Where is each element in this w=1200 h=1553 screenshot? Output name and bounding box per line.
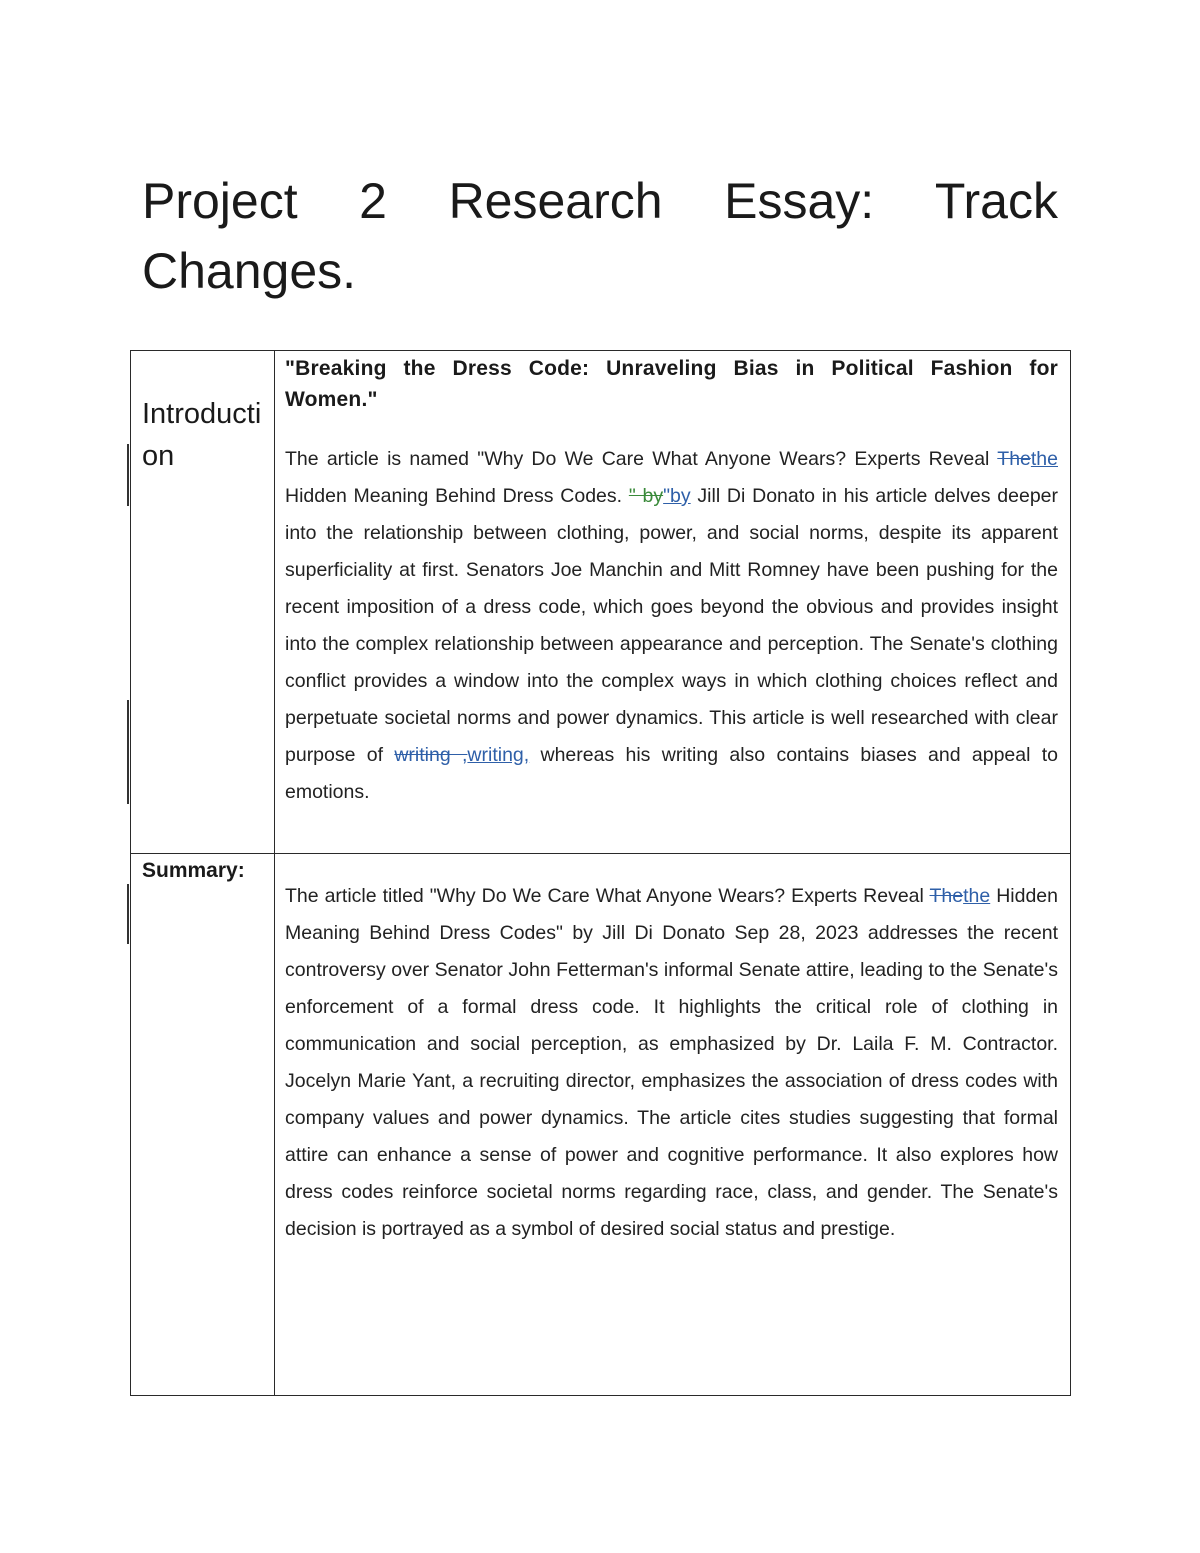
introduction-row (131, 351, 1071, 854)
text-run: Hidden Meaning Behind Dress Codes. (285, 485, 629, 507)
summary-row (131, 854, 1071, 1396)
tracked-insertion[interactable]: the (1030, 448, 1058, 470)
change-bar (127, 700, 129, 804)
introduction-paragraph[interactable] (285, 441, 1058, 811)
essay-table (130, 350, 1071, 1396)
tracked-deletion[interactable]: The (997, 448, 1031, 470)
essay-heading[interactable]: "Breaking the Dress Code: Unraveling Bias in Political Fashion for Women." (285, 357, 1058, 411)
introduction-label[interactable]: Introduction (142, 398, 262, 472)
text-run: whereas his writing also contains biases and appeal to emotions. (285, 744, 1059, 803)
tracked-insertion[interactable]: the (963, 885, 991, 907)
text-run: Jill Di Donato in his article delves deeper into the relationship between clothing, power, and social norms, despite its apparent superficiality at first. Senators Joe Manchin and Mitt Romney have been pushing for the recent imposition of a dress code, which goes beyond the obvious and provides insight into the complex relationship between appearance and perception. The Senate's clothing conflict provides a window into the complex ways in which clothing choices reflect and perpetuate societal norms and power dynamics. This article is well researched with clear purpose of (285, 485, 1059, 766)
summary-content-cell (275, 854, 1071, 1396)
text-run: Hidden Meaning Behind Dress Codes" by Jill Di Donato Sep 28, 2023 addresses the recent controversy over Senator John Fetterman's informal Senate attire, leading to the Senate's enforcement of a formal dress code. It highlights the critical role of clothing in communication and social perception, as emphasized by Dr. Laila F. M. Contractor. Jocelyn Marie Yant, a recruiting director, emphasizes the association of dress codes with company values and power dynamics. The article cites studies suggesting that formal attire can enhance a sense of power and cognitive performance. It also explores how dress codes reinforce societal norms regarding race, class, and gender. The Senate's decision is portrayed as a symbol of desired social status and prestige. (285, 885, 1058, 1240)
document-title: Project 2 Research Essay: Track Changes. (142, 173, 1058, 299)
summary-paragraph[interactable] (285, 878, 1058, 1248)
text-run: The article titled "Why Do We Care What Anyone Wears? Experts Reveal (285, 885, 930, 907)
summary-label-cell (131, 854, 275, 1396)
summary-label[interactable]: Summary: (142, 859, 245, 882)
tracked-insertion[interactable]: "by (663, 485, 691, 507)
tracked-deletion[interactable]: The (929, 885, 964, 907)
change-bar (127, 884, 129, 944)
tracked-insertion[interactable]: writing, (467, 744, 530, 766)
text-run: The article is named "Why Do We Care What Anyone Wears? Experts Reveal (285, 448, 998, 470)
change-bar (127, 444, 129, 506)
introduction-content-cell (275, 351, 1071, 854)
tracked-deletion[interactable]: " by (628, 485, 664, 507)
tracked-deletion[interactable]: writing , (394, 744, 468, 766)
introduction-label-cell (131, 351, 275, 854)
